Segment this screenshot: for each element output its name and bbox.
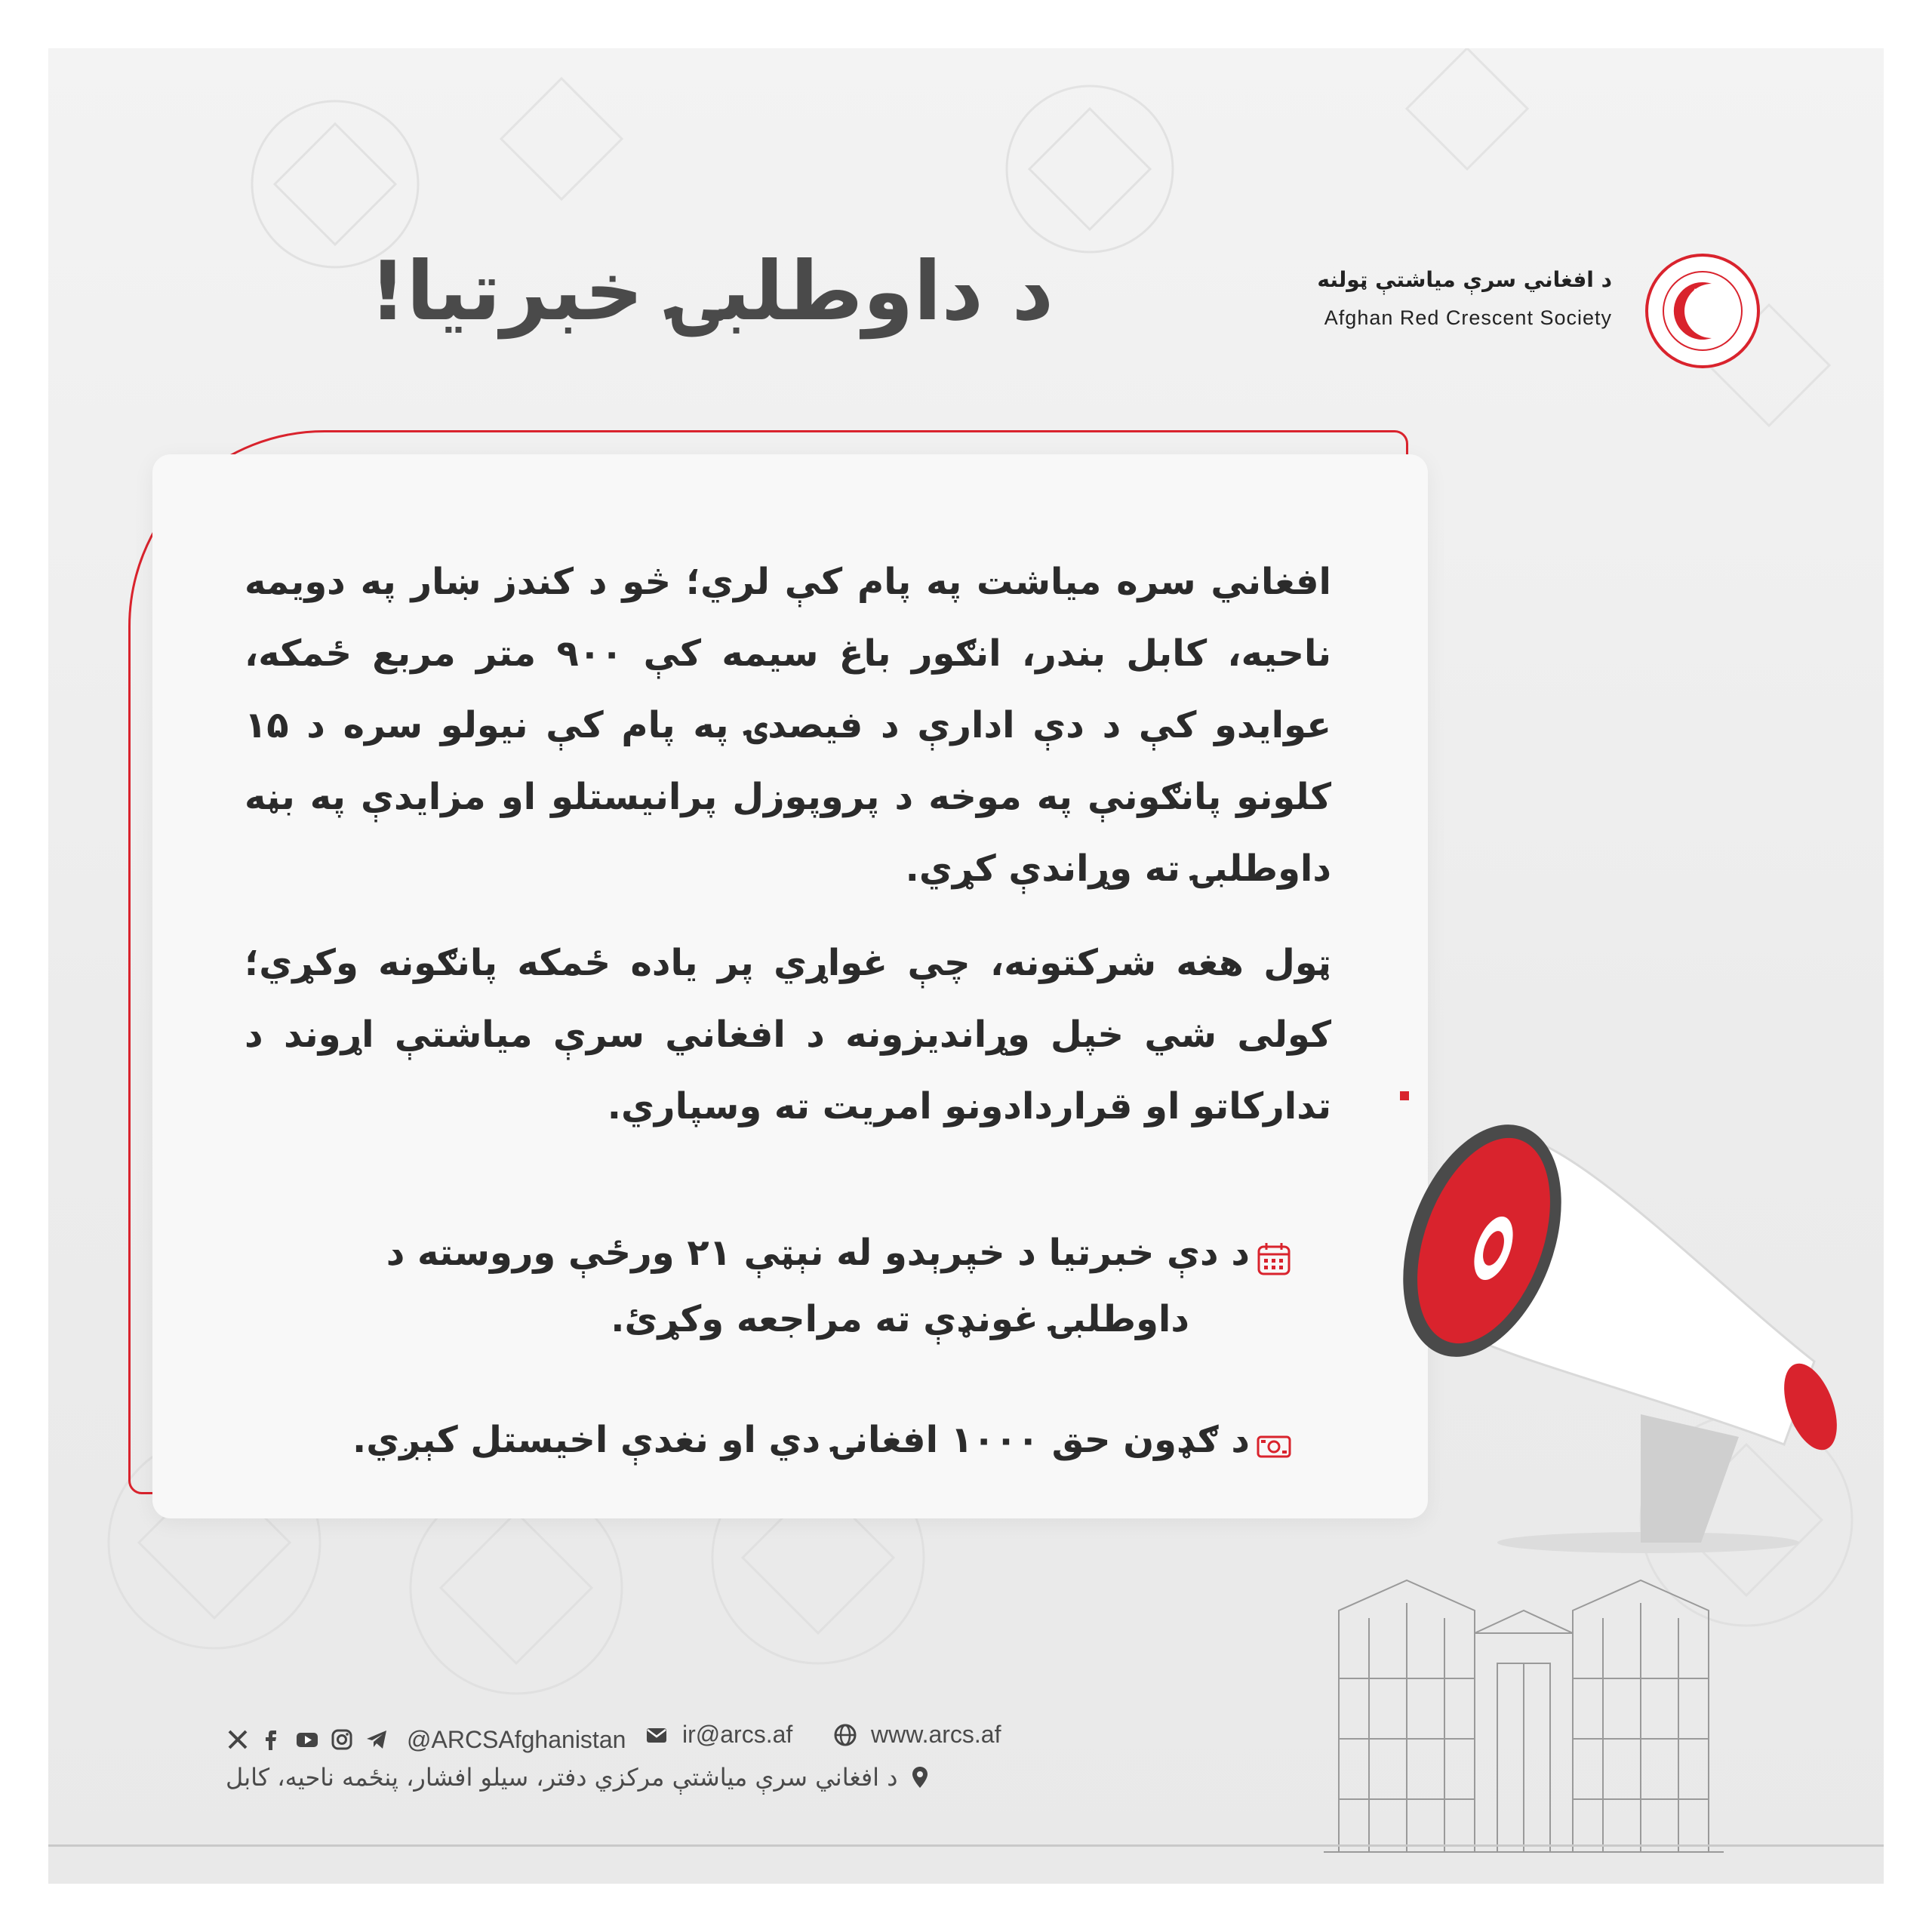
megaphone-icon [1392, 1090, 1875, 1558]
paragraph-2: ټول هغه شرکتونه، چې غواړي پر یاده ځمکه پانګونه وکړي؛ کولی شي خپل وړاندیزونه د افغاني سرې میاشتې اړوند د تدارکاتو او قراردادونو امریت ته وسپاري. [245, 942, 1331, 1128]
youtube-icon[interactable] [295, 1727, 319, 1752]
facebook-icon[interactable] [260, 1727, 285, 1752]
arcs-logo-icon [1642, 251, 1763, 371]
email-icon [645, 1723, 669, 1747]
footer-social-row [226, 1721, 626, 1758]
social-handle[interactable]: @ARCSAfghanistan [407, 1725, 626, 1753]
poster [48, 48, 1884, 1884]
globe-icon [833, 1723, 857, 1747]
email-text[interactable]: ir@arcs.af [682, 1721, 793, 1748]
org-name-english: Afghan Red Crescent Society [1324, 306, 1612, 329]
instagram-icon[interactable] [330, 1727, 354, 1752]
info-fee: د ګډون حق ۱۰۰۰ افغانۍ دي او نغدې اخیستل کېږي. [352, 1419, 1250, 1461]
paragraph-1: افغاني سره میاشت په پام کې لري؛ څو د کندز ښار په دویمه ناحیه، کابل بندر، انګور باغ سیمه کې ۹۰۰ متر مربع ځمکه، عوایدو کې د دې ادارې د فیصدۍ په پام کې نیولو سره د ۱۵ کلونو پانګونې په موخه د پروپوزل پرانیستلو او مزایدې په بڼه داوطلبۍ ته وړاندې کړي. [245, 561, 1331, 890]
footer-divider [48, 1844, 1884, 1847]
announcement-body [245, 546, 1331, 1165]
page-title: د داوطلبۍ خبرتیا! [369, 245, 1054, 339]
location-pin-icon [908, 1765, 932, 1789]
x-icon[interactable] [226, 1727, 250, 1752]
website-text[interactable]: www.arcs.af [871, 1721, 1001, 1748]
building-illustration [1324, 1565, 1724, 1867]
footer-website[interactable] [833, 1721, 1001, 1749]
org-name-pashto: د افغاني سرې میاشتې ټولنه [1317, 267, 1612, 292]
footer-address-row [226, 1763, 1071, 1792]
footer-email[interactable] [645, 1721, 792, 1749]
telegram-icon[interactable] [365, 1727, 389, 1752]
calendar-icon [1256, 1241, 1292, 1277]
info-deadline-line-2: داوطلبۍ غونډې ته مراجعه وکړئ. [611, 1298, 1189, 1340]
address-text: د افغاني سرې میاشتې مرکزي دفتر، سیلو افشار، پنځمه ناحیه، کابل [226, 1763, 898, 1792]
money-icon [1256, 1428, 1292, 1464]
info-deadline-line-1: د دې خبرتیا د خپرېدو له نېټې ۲۱ ورځې وروسته د [386, 1232, 1250, 1274]
